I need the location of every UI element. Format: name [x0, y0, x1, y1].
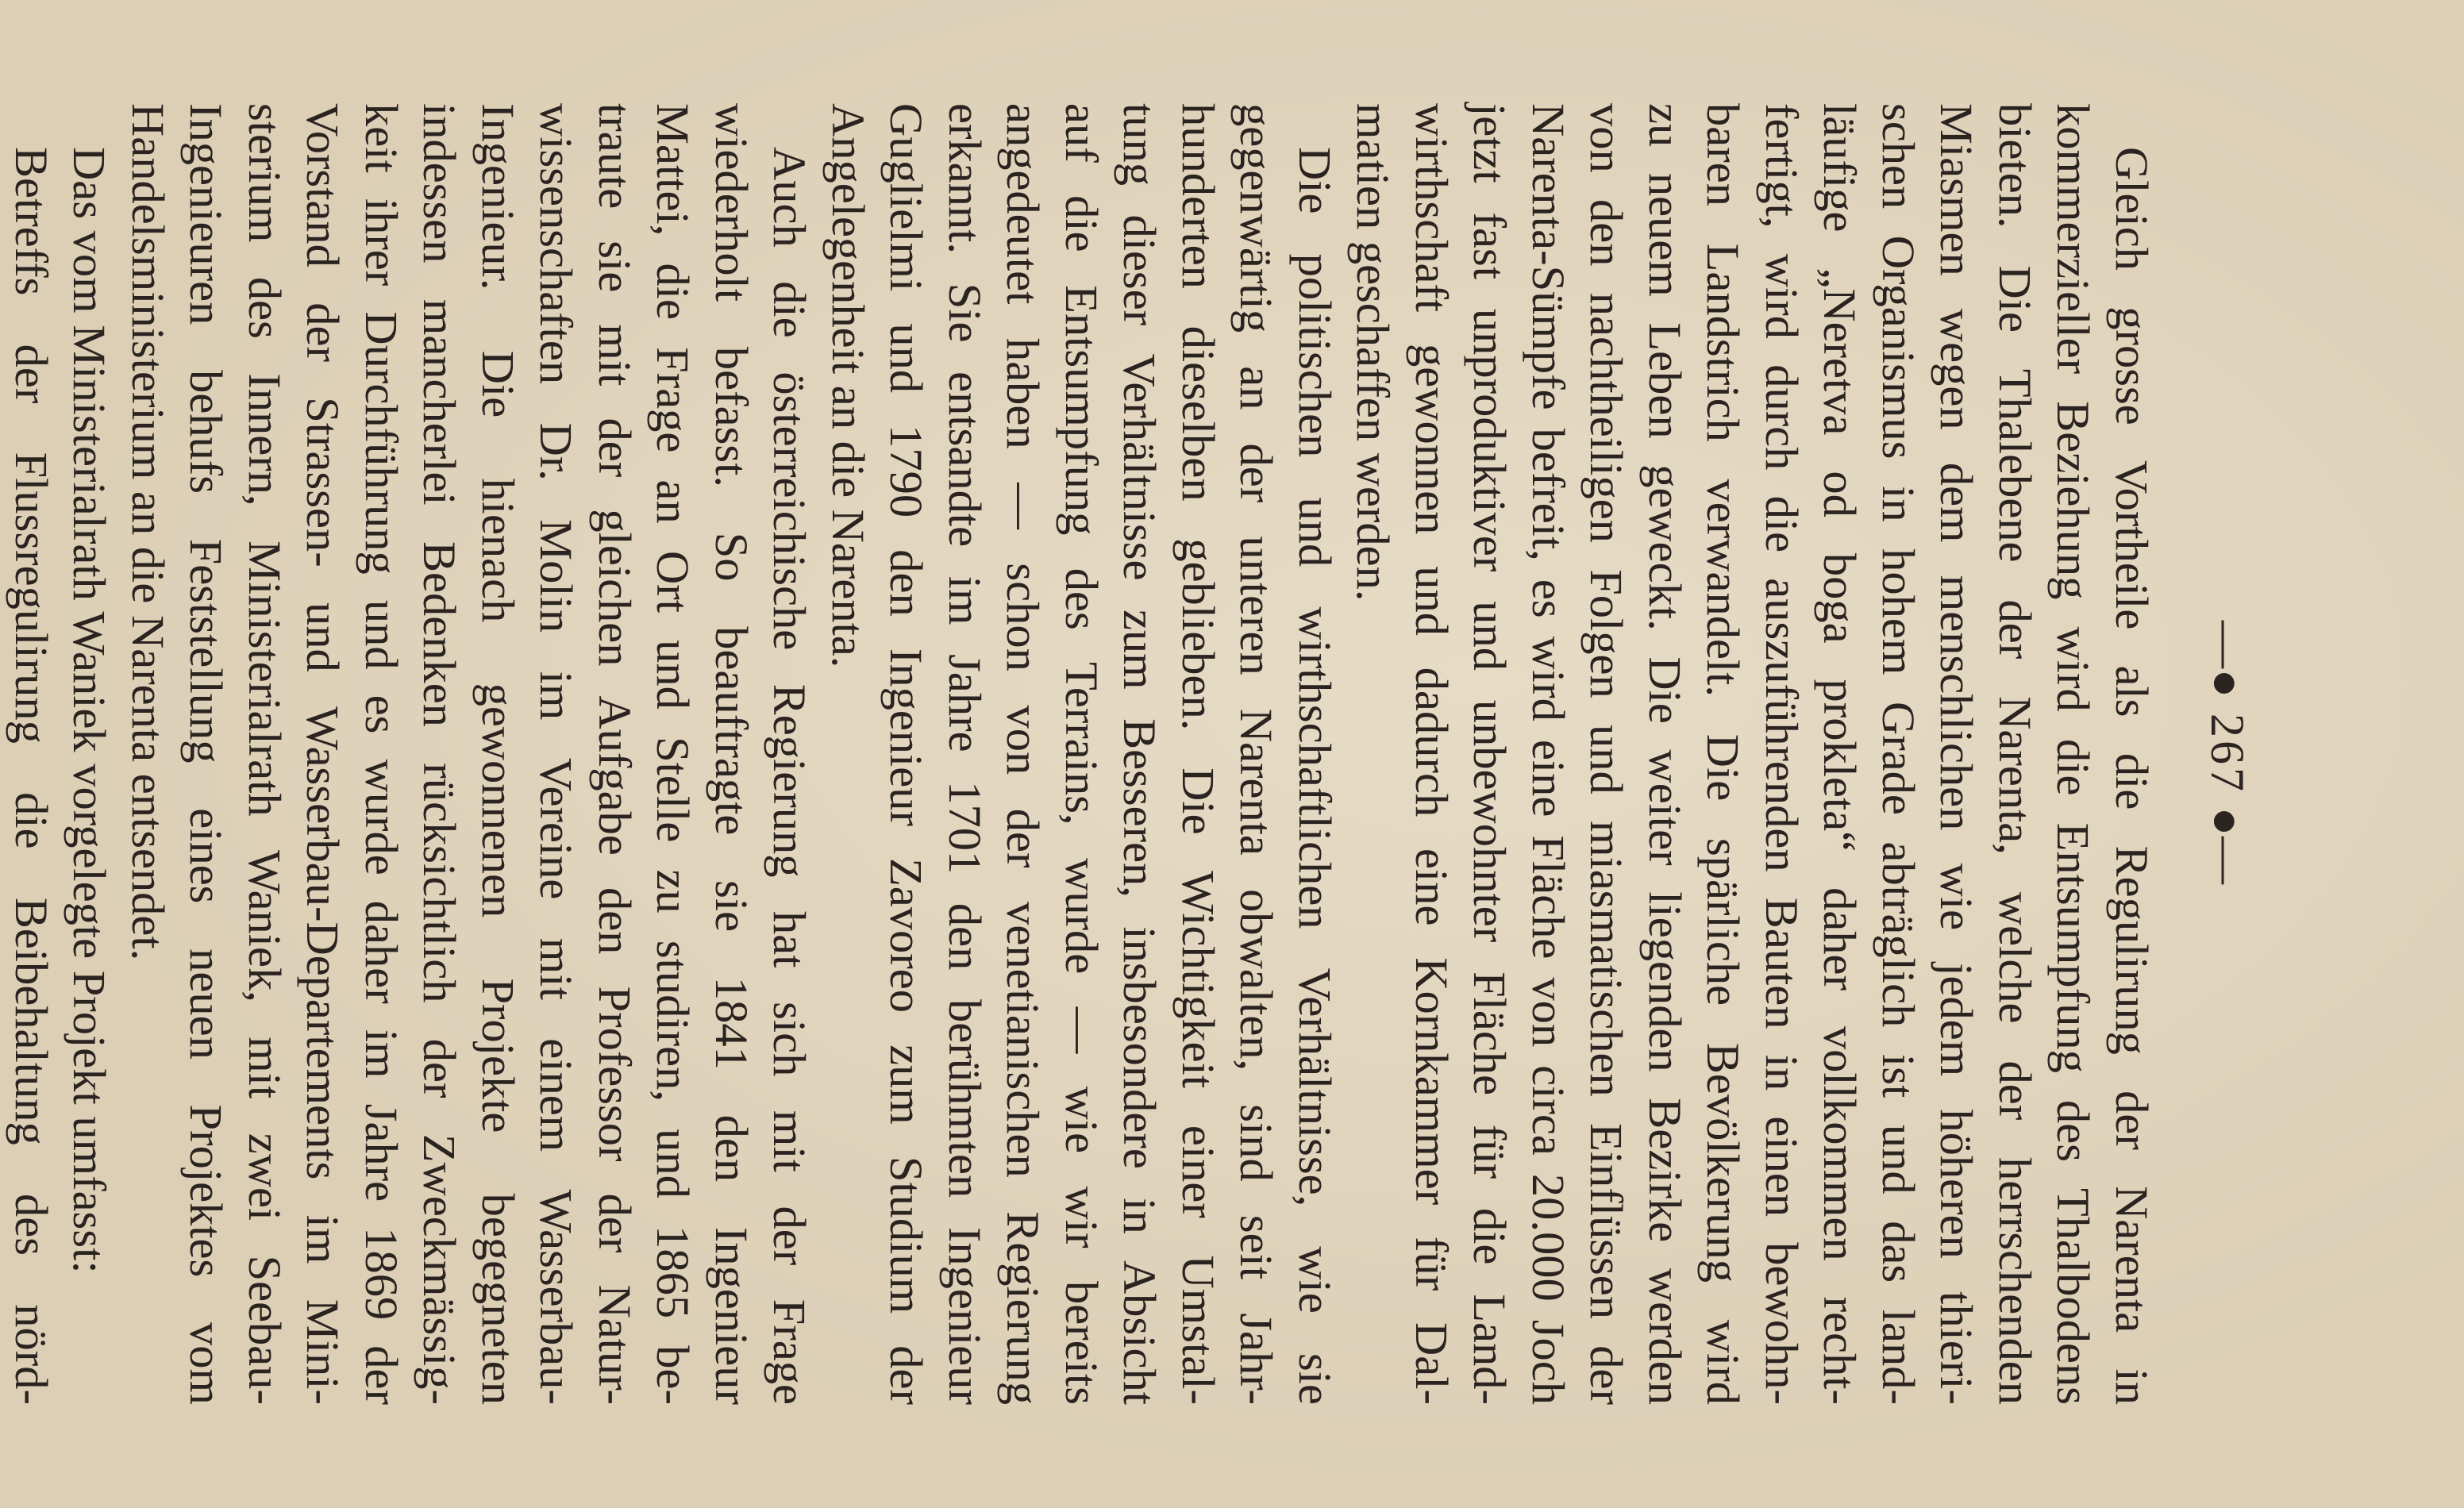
- text-line: Ingenieuren behufs Feststellung eines neuen Projektes vom: [180, 103, 233, 1405]
- text-line: schen Organismus in hohem Grade abträglich ist und das land-: [1873, 103, 1924, 1405]
- text-line: Angelegenheit an die Narenta.: [822, 103, 874, 668]
- text-line: baren Landstrich verwandelt. Die spärliche Bevölkerung wird: [1697, 103, 1750, 1405]
- text-line: Gleich grosse Vortheile als die Regulirung der Narenta in: [2106, 147, 2158, 1405]
- text-line: traute sie mit der gleichen Aufgabe den Professor der Natur-: [589, 103, 641, 1405]
- page-number-header: —⦁ 267 ⦁—: [2201, 621, 2254, 887]
- text-line: Miasmen wegen dem menschlichen wie jedem höheren thieri-: [1931, 103, 1983, 1405]
- text-line: Narenta-Sümpfe befreit, es wird eine Fläche von circa 20.000 Joch: [1523, 103, 1574, 1405]
- text-line: bieten. Die Thalebene der Narenta, welche der herrschenden: [1989, 103, 2041, 1405]
- text-line: läufige „Neretva od boga prokleta“ daher vollkommen recht-: [1814, 103, 1866, 1405]
- text-line: indessen mancherlei Bedenken rücksichtlich der Zweckmässig-: [414, 103, 466, 1405]
- text-line: wiederholt befasst. So beauftragte sie 1841 den Ingenieur: [706, 103, 757, 1405]
- text-line: wirthschaft gewonnen und dadurch eine Kornkammer für Dal-: [1406, 103, 1457, 1405]
- text-line: auf die Entsumpfung des Terrains, wurde — wie wir bereits: [1056, 103, 1107, 1405]
- text-line: von den nachtheiligen Folgen und miasmatischen Einflüssen der: [1580, 103, 1633, 1405]
- text-line: matien geschaffen werden.: [1347, 103, 1399, 602]
- text-line: Vorstand der Strassen- und Wasserbau-Departements im Mini-: [297, 103, 349, 1405]
- text-line: kommerzieller Beziehung wird die Entsumpfung des Thalbodens: [2047, 103, 2100, 1405]
- text-line: Ingenieur. Die hienach gewonnenen Projekte begegneten: [472, 103, 524, 1405]
- text-line: erkannt. Sie entsandte im Jahre 1701 den berühmten Ingenieur: [939, 103, 991, 1405]
- page-body-text: [0, 103, 2161, 1405]
- text-line: Auch die österreichische Regierung hat sich mit der Frage: [764, 147, 816, 1405]
- text-line: Die politischen und wirthschaftlichen Verhältnisse, wie sie: [1289, 147, 1341, 1405]
- text-line: hunderten dieselben geblieben. Die Wichtigkeit einer Umstal-: [1172, 103, 1224, 1405]
- text-line: zu neuem Leben geweckt. Die weiter liegenden Bezirke werden: [1639, 103, 1691, 1405]
- text-line: gegenwärtig an der unteren Narenta obwalten, sind seit Jahr-: [1230, 103, 1283, 1405]
- text-line: Betreffs der Flussregulirung die Beibehaltung des nörd-: [6, 147, 57, 1405]
- text-line: sterium des Innern, Ministerialrath Waniek, mit zwei Seebau-: [239, 103, 291, 1405]
- text-line: tung dieser Verhältnisse zum Besseren, insbesondere in Absicht: [1114, 103, 1166, 1405]
- text-line: wissenschaften Dr. Molin im Vereine mit einem Wasserbau-: [530, 103, 583, 1405]
- text-line: Handelsministerium an die Narenta entsendet.: [122, 103, 174, 961]
- rotated-page-content: [6, 103, 2323, 1405]
- text-line: Das vom Ministerialrath Waniek vorgelegte Projekt umfasst:: [64, 147, 116, 1274]
- text-line: jetzt fast unproduktiver und unbewohnter Fläche für die Land-: [1464, 103, 1516, 1405]
- text-line: angedeutet haben — schon von der venetianischen Regierung: [997, 103, 1049, 1405]
- text-line: keit ihrer Durchführung und es wurde daher im Jahre 1869 der: [356, 103, 407, 1405]
- text-line: Guglielmi und 1790 den Ingenieur Zavoreo zum Studium der: [880, 103, 933, 1405]
- text-line: fertigt, wird durch die auszuführenden Bauten in einen bewohn-: [1756, 103, 1808, 1405]
- text-line: Mattei, die Frage an Ort und Stelle zu studiren, und 1865 be-: [647, 103, 699, 1405]
